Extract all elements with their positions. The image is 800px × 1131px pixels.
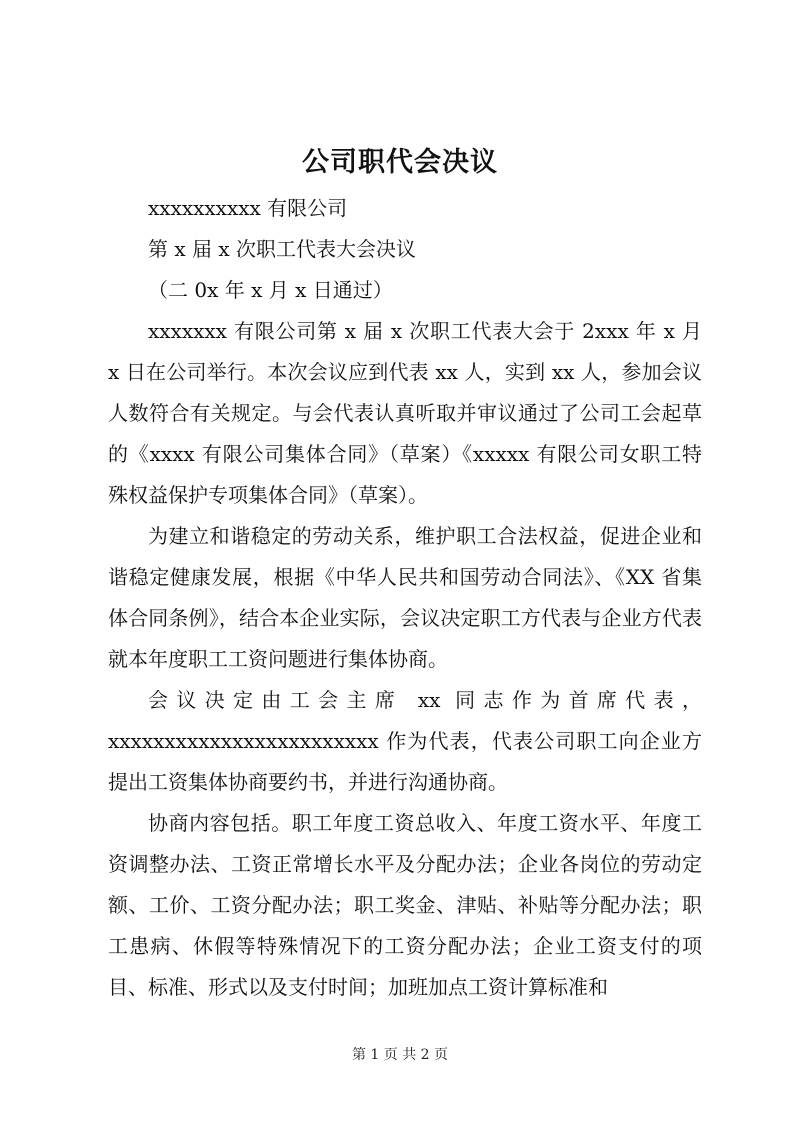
meeting-line: 第 x 届 x 次职工代表大会决议 xyxy=(148,237,416,261)
company-line: xxxxxxxxxx 有限公司 xyxy=(148,196,348,220)
paragraph-representatives: 会议决定由工会主席 xx 同志作为首席代表，xxxxxxxxxxxxxxxxxxxxxxxx 作为代表，代表公司职工向企业方提出工资集体协商要约书，并进行沟通协商。 xyxy=(108,688,702,794)
date-line: （二 0x 年 x 月 x 日通过） xyxy=(148,278,393,302)
paragraph-negotiation-content: 协商内容包括。职工年度工资总收入、年度工资水平、年度工资调整办法、工资正常增长水平及分配办法；企业各岗位的劳动定额、工价、工资分配办法；职工奖金、津贴、补贴等分配办法；职工患病、休假等特殊情况下的工资分配办法；企业工资支付的项目、标准、形式以及支付时间；加班加点工资计算标准和 xyxy=(108,811,702,999)
document-body xyxy=(108,188,702,1008)
paragraph-purpose: 为建立和谐稳定的劳动关系，维护职工合法权益，促进企业和谐稳定健康发展，根据《中华人民共和国劳动合同法》、《XX 省集体合同条例》，结合本企业实际，会议决定职工方代表与企业方代表就本年度职工工资问题进行集体协商。 xyxy=(108,524,702,671)
document-title: 公司职代会决议 xyxy=(302,147,498,178)
paragraph-meeting-summary: xxxxxxx 有限公司第 x 届 x 次职工代表大会于 2xxx 年 x 月 x 日在公司举行。本次会议应到代表 xx 人，实到 xx 人，参加会议人数符合有关规定。与会代表认真听取并审议通过了公司工会起草的《xxxx 有限公司集体合同》（草案）《xxxxx 有限公司女职工特殊权益保护专项集体合同》（草案）。 xyxy=(108,319,702,507)
page-indicator: 第 1 页 共 2 页 xyxy=(351,1047,449,1063)
